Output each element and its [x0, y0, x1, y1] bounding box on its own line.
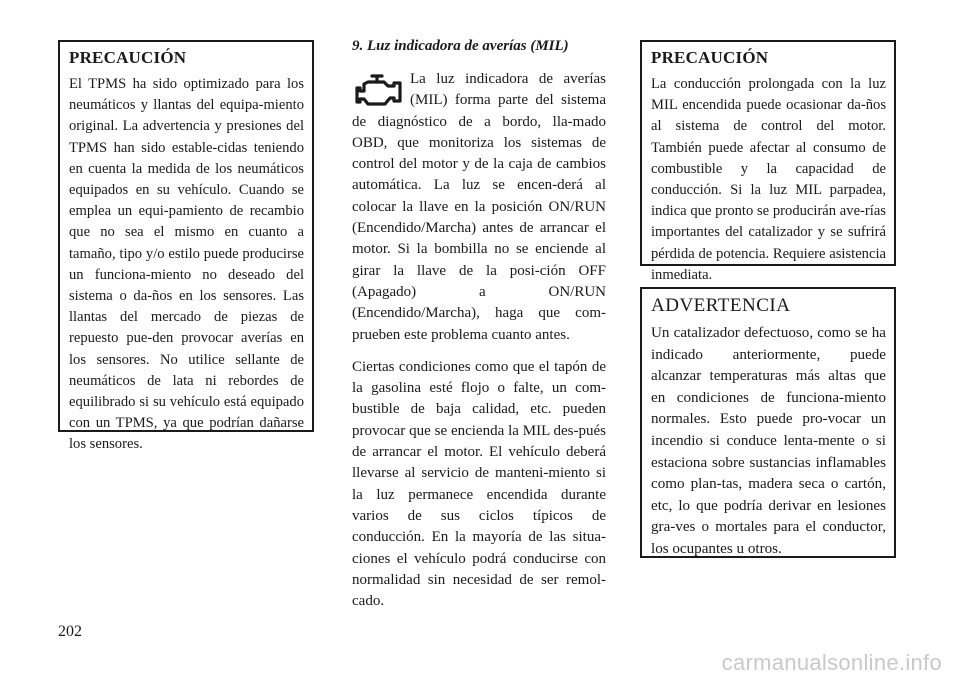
caution-box-tpms — [58, 40, 314, 453]
paragraph-mil-conditions: Ciertas condiciones como que el tapón de la gasolina esté flojo o falte, un com-bustible de baja calidad, etc. pueden provocar que se encienda la MIL des-pués de arrancar el motor. El vehículo deberá llevarse al servicio de manteni-miento si la luz permanece encendida durante varios de sus ciclos típicos de conducción. En la mayoría de las situa-ciones el vehículo podrá conducirse con normalidad sin necesidad de ser remol-cado. — [352, 358, 606, 610]
warning-box-catalyst — [640, 287, 896, 558]
caution-text: La conducción prolongada con la luz MIL encendida puede ocasionar da-ños al sistema de control del motor. También puede afectar al consumo de combustible y la capacidad de conducción. Si la luz MIL parpadea, indica que pronto se producirán ave-rías importantes del catalizador y se sufrirá pérdida de potencia. Requiere asistencia inmediata. — [651, 76, 886, 283]
check-engine-icon — [354, 71, 404, 111]
caution-title: PRECAUCIÓN — [651, 48, 769, 67]
paragraph-mil-description: La luz indicadora de averías (MIL) forma parte del sistema de diagnóstico de a bordo, lla-mado OBD, que monitoriza los sistemas de control del motor y de la caja de cambios automática. La luz se encen-derá al colocar la llave en la posición ON/RUN (Encendido/Marcha) antes de arrancar el motor. Si la bombilla no se enciende al girar la llave de la posi-ción OFF (Apagado) a ON/RUN (Encendido/Marcha), haga que com-prueben este problema cuanto antes. — [352, 71, 606, 343]
section-heading: 9. Luz indicadora de averías (MIL) — [352, 38, 569, 54]
caution-title: PRECAUCIÓN — [69, 48, 187, 67]
mil-section — [352, 38, 606, 612]
warning-title: ADVERTENCIA — [651, 295, 791, 316]
caution-box-mil — [640, 40, 896, 283]
page-number: 202 — [58, 623, 82, 640]
caution-text: El TPMS ha sido optimizado para los neumáticos y llantas del equipa-miento original. La advertencia y presiones del TPMS han sido estable-cidas teniendo en cuenta la medida de los neumáticos equipados en su vehículo. Cuando se emplea un equi-pamiento de recambio que no sea el mismo en cuanto a tamaño, tipo y/o estilo puede producirse un funciona-miento no deseado del sistema o da-ños en los sensores. Las llantas del mercado de piezas de repuesto pue-den provocar averías en los sensores. No utilice sellante de neumáticos de lata ni rebordes de equilibrado si su vehículo está equipado con un TPMS, ya que podrían dañarse los sensores. — [69, 76, 304, 453]
warning-text: Un catalizador defectuoso, como se ha indicado anteriormente, puede alcanzar temperaturas más altas que en condiciones de funciona-miento normales. Esto puede pro-vocar un incendio si conduce lenta-mente o si estaciona sobre sustancias inflamables como plan-tas, madera seca o cartón, etc, lo que podría derivar en lesiones gra-ves o mortales para el conductor, los ocupantes u otros. — [651, 325, 886, 557]
watermark: carmanualsonline.info — [721, 650, 942, 675]
